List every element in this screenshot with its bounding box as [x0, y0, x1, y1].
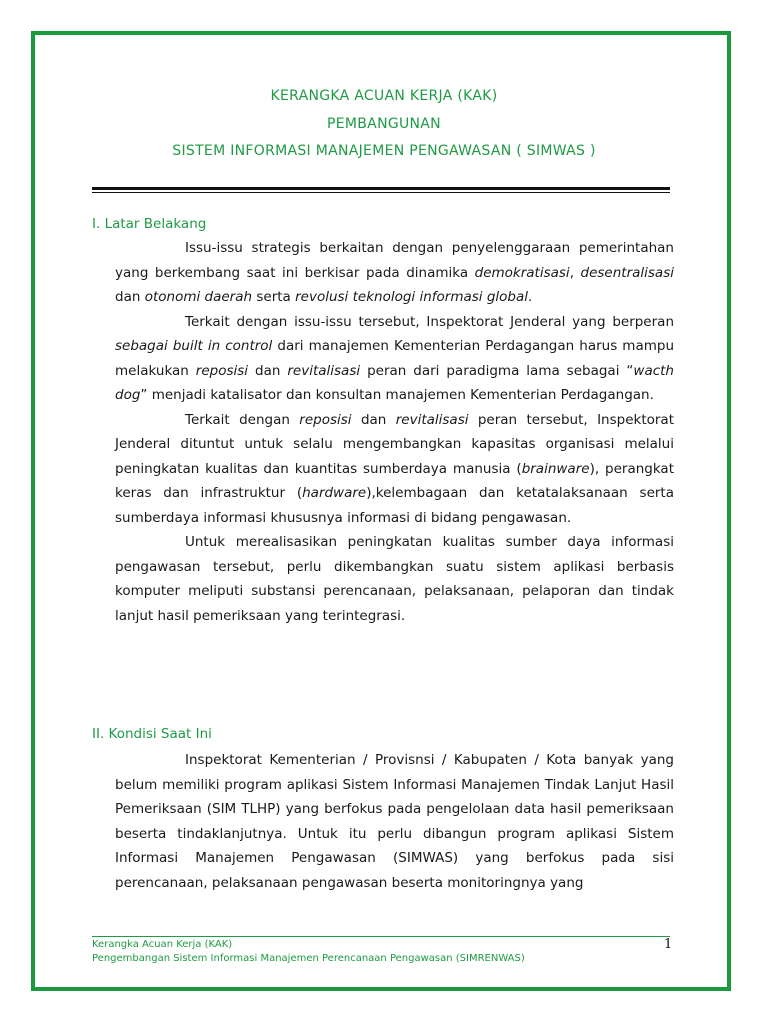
section2-heading: II. Kondisi Saat Ini: [92, 726, 212, 742]
title-rule-thin: [92, 192, 670, 193]
section1-body: [115, 236, 674, 628]
section1-paragraph-1: Issu-issu strategis berkaitan dengan penyelenggaraan pemerintahan yang berkembang saat ini berkisar pada dinamika demokratisasi, desentralisasi dan otonomi daerah serta revolusi teknologi informasi global.: [115, 240, 674, 305]
section1-heading: I. Latar Belakang: [92, 216, 207, 232]
section2-body: [115, 748, 674, 895]
section1-paragraph-2: Terkait dengan issu-issu tersebut, Inspektorat Jenderal yang berperan sebagai built in control dari manajemen Kementerian Perdagangan harus mampu melakukan reposisi dan revitalisasi peran dari paradigma lama sebagai “wacth dog” menjadi katalisator dan konsultan manajemen Kementerian Perdagangan.: [115, 313, 675, 403]
section1-paragraph-3: Terkait dengan reposisi dan revitalisasi peran tersebut, Inspektorat Jenderal dituntut untuk selalu mengembangkan kapasitas organisasi melalui peningkatan kualitas dan kuantitas sumberdaya manusia (brainware), perangkat keras dan infrastruktur (hardware),kelembagaan dan ketatalaksanaan serta sumberdaya informasi khususnya informasi di bidang pengawasan.: [115, 411, 674, 526]
doc-title-line3: SISTEM INFORMASI MANAJEMEN PENGAWASAN ( SIMWAS ): [172, 143, 596, 159]
title-rule-thick: [92, 187, 670, 190]
page-number: 1: [664, 937, 673, 952]
doc-title-line2: PEMBANGUNAN: [327, 116, 441, 132]
footer-rule: [92, 936, 670, 937]
footer-line1: Kerangka Acuan Kerja (KAK): [92, 939, 233, 950]
footer-line2: Pengembangan Sistem Informasi Manajemen Perencanaan Pengawasan (SIMRENWAS): [92, 953, 525, 964]
doc-title-line1: KERANGKA ACUAN KERJA (KAK): [270, 88, 498, 104]
section1-paragraph-4: Untuk merealisasikan peningkatan kualitas sumber daya informasi pengawasan tersebut, perlu dikembangkan suatu sistem aplikasi berbasis komputer meliputi substansi perencanaan, pelaksanaan, pelaporan dan tindak lanjut hasil pemeriksaan yang terintegrasi.: [115, 534, 674, 624]
section2-paragraph-1: Inspektorat Kementerian / Provisnsi / Kabupaten / Kota banyak yang belum memiliki program aplikasi Sistem Informasi Manajemen Tindak Lanjut Hasil Pemeriksaan (SIM TLHP) yang berfokus pada pengelolaan data hasil pemeriksaan beserta tindaklanjutnya. Untuk itu perlu dibangun program aplikasi Sistem Informasi Manajemen Pengawasan (SIMWAS) yang berfokus pada sisi perencanaan, pelaksanaan pengawasan beserta monitoringnya yang: [115, 752, 674, 891]
